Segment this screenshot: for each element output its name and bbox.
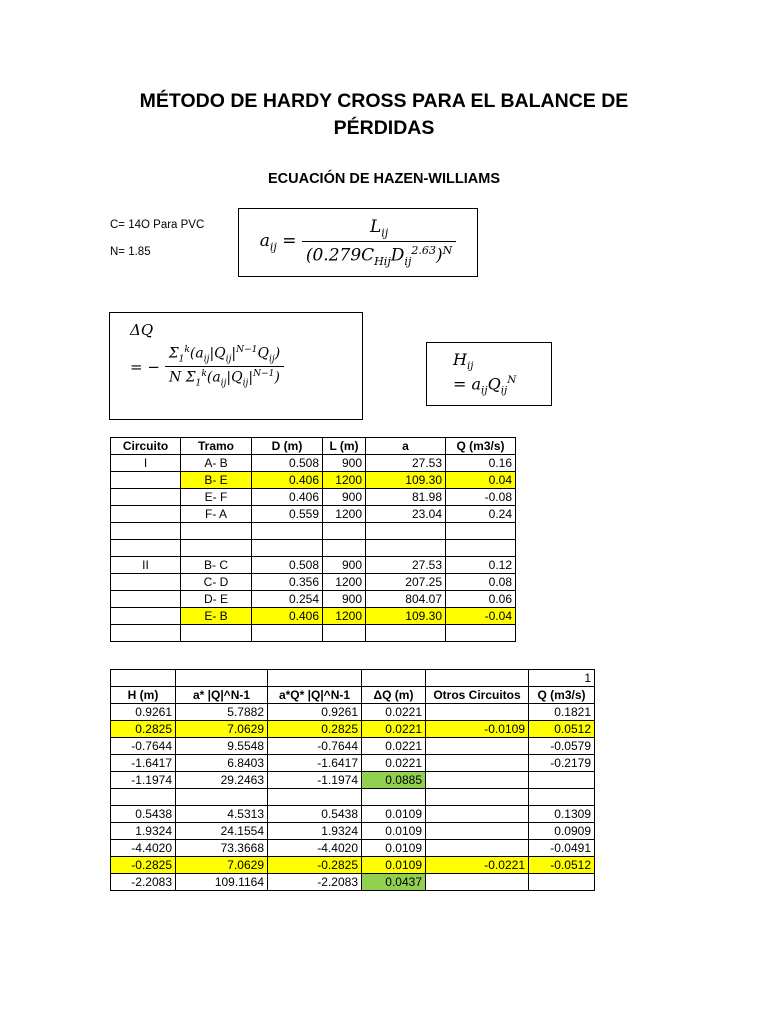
table-cell: -0.0512 [529,857,595,874]
table-cell [426,806,529,823]
table-cell [111,472,181,489]
table-row [111,625,516,642]
header-a-q-n1: a* |Q|^N-1 [176,687,268,704]
iteration-table [110,669,595,891]
table-cell: 0.24 [446,506,516,523]
table-cell: 6.8403 [176,755,268,772]
table-cell: -1.1974 [111,772,176,789]
table-row [111,755,595,772]
table-cell [181,625,252,642]
table-cell: 7.0629 [176,857,268,874]
table-row [111,789,595,806]
table-cell: -0.7644 [268,738,362,755]
table-cell: 0.1309 [529,806,595,823]
table-cell: I [111,455,181,472]
iteration-number: 1 [529,670,595,687]
table-row [111,574,516,591]
table-cell: 0.356 [252,574,323,591]
table-cell [426,874,529,891]
pipe-data-table [110,437,516,642]
table-cell: 900 [323,455,366,472]
table-cell [446,540,516,557]
table-cell: 1.9324 [268,823,362,840]
table-cell [111,625,181,642]
table-cell: -0.0221 [426,857,529,874]
table-row [111,721,595,738]
table-cell [426,755,529,772]
table-cell [366,540,446,557]
table-cell: -0.0109 [426,721,529,738]
param-c: C= 14O Para PVC [110,219,205,231]
table-cell: 0.406 [252,608,323,625]
table-cell: 23.04 [366,506,446,523]
page-title [0,88,768,142]
table-cell: 0.0437 [362,874,426,891]
table-cell [181,540,252,557]
table-cell: 900 [323,591,366,608]
table-cell [111,591,181,608]
table-cell [111,574,181,591]
table-cell: 1200 [323,574,366,591]
table-cell: 0.254 [252,591,323,608]
table-cell: 4.5313 [176,806,268,823]
table-cell: D- E [181,591,252,608]
table-row [111,772,595,789]
table-cell: 0.559 [252,506,323,523]
title-line-2: PÉRDIDAS [333,117,435,139]
table-cell: 1.9324 [111,823,176,840]
table-cell [111,506,181,523]
table-cell: 27.53 [366,455,446,472]
title-line-1: MÉTODO DE HARDY CROSS PARA EL BALANCE DE [139,90,629,112]
table-header-row [111,438,516,455]
table-cell: 0.0221 [362,755,426,772]
table-cell [111,523,181,540]
table-cell: -0.0491 [529,840,595,857]
table-cell: -4.4020 [111,840,176,857]
table-cell: 5.7882 [176,704,268,721]
table-cell: -0.7644 [111,738,176,755]
table-cell: 0.0109 [362,857,426,874]
table-row [111,472,516,489]
table-cell: 0.406 [252,489,323,506]
table-cell: 0.0512 [529,721,595,738]
table-cell [426,772,529,789]
param-n: N= 1.85 [110,246,151,258]
table-cell [426,704,529,721]
table-cell [366,625,446,642]
table-cell: 109.30 [366,608,446,625]
table-cell: -1.1974 [268,772,362,789]
table-cell: II [111,557,181,574]
formula-delta-q: ΔQ = − $\frac{\Sigma_1^k(a_{ij}|Q_{ij}|^{N-1}Q_{ij})}{N \Sigma_1^k(a_{ij}|Q_{ij}|^{N-1})}$ [109,312,363,420]
table-cell: 1200 [323,608,366,625]
table-cell: 0.2825 [111,721,176,738]
table-row [111,738,595,755]
table-row [111,523,516,540]
table-row [111,608,516,625]
table-cell: 0.406 [252,472,323,489]
table-cell [366,523,446,540]
table-cell: 804.07 [366,591,446,608]
table-row [111,591,516,608]
table-cell: 0.0109 [362,823,426,840]
table-cell: 109.30 [366,472,446,489]
header-delta-q: ΔQ (m) [362,687,426,704]
table-cell: 0.08 [446,574,516,591]
header-circuito: Circuito [111,438,181,455]
table-cell: 0.9261 [111,704,176,721]
table-cell: -0.2825 [111,857,176,874]
table-cell: -0.08 [446,489,516,506]
table-row [111,806,595,823]
table-cell: -2.2083 [111,874,176,891]
table-cell: 81.98 [366,489,446,506]
table-cell [529,772,595,789]
table-cell: A- B [181,455,252,472]
table-cell: 9.5548 [176,738,268,755]
header-diameter: D (m) [252,438,323,455]
table-cell [323,523,366,540]
header-a: a [366,438,446,455]
table-cell [362,789,426,806]
table-row [111,857,595,874]
table-cell: -0.2825 [268,857,362,874]
table-cell [111,540,181,557]
header-new-flow: Q (m3/s) [529,687,595,704]
table-cell: 0.06 [446,591,516,608]
header-length: L (m) [323,438,366,455]
table-cell: -1.6417 [268,755,362,772]
table-cell: 29.2463 [176,772,268,789]
table-cell: F- A [181,506,252,523]
table-cell: 900 [323,557,366,574]
table-cell [323,625,366,642]
table-row [111,823,595,840]
table-cell [252,523,323,540]
table-row [111,506,516,523]
table-cell: 73.3668 [176,840,268,857]
table-cell: -2.2083 [268,874,362,891]
table-cell [181,523,252,540]
table-cell [252,540,323,557]
table-row [111,540,516,557]
table-header-row [111,687,595,704]
table-cell [252,625,323,642]
table-cell: 0.2825 [268,721,362,738]
table-cell [446,625,516,642]
table-cell: 0.04 [446,472,516,489]
table-cell [323,540,366,557]
table-cell [426,738,529,755]
table-cell: C- D [181,574,252,591]
table-cell: 1200 [323,506,366,523]
table-row [111,704,595,721]
table-cell: 0.12 [446,557,516,574]
table-cell: 0.508 [252,455,323,472]
table-cell [529,789,595,806]
header-flow: Q (m3/s) [446,438,516,455]
table-cell: E- F [181,489,252,506]
table-row [111,840,595,857]
iteration-number-row [111,670,595,687]
table-cell: 900 [323,489,366,506]
table-cell [426,840,529,857]
table-cell: 0.5438 [268,806,362,823]
table-cell: 0.0885 [362,772,426,789]
table-cell: 1200 [323,472,366,489]
table-cell: 0.0909 [529,823,595,840]
table-cell: B- E [181,472,252,489]
table-cell: -1.6417 [111,755,176,772]
table-cell [426,789,529,806]
table-cell: 0.0221 [362,738,426,755]
table-cell: 27.53 [366,557,446,574]
table-cell: 0.508 [252,557,323,574]
table-row [111,489,516,506]
table-cell [268,789,362,806]
formula-aij: $a_{ij}$ = $\frac{L_{ij}}{(0.279C_{Hij}D_{ij}^{2.63})^N}$ [238,208,478,277]
table-cell: 24.1554 [176,823,268,840]
table-cell: -0.2179 [529,755,595,772]
table-cell: 7.0629 [176,721,268,738]
header-otros-circuitos: Otros Circuitos [426,687,529,704]
header-tramo: Tramo [181,438,252,455]
table-cell: 0.5438 [111,806,176,823]
table-cell [426,823,529,840]
table-cell: 0.16 [446,455,516,472]
table-cell: 0.0109 [362,840,426,857]
table-cell [111,789,176,806]
header-a-q-q-n1: a*Q* |Q|^N-1 [268,687,362,704]
table-cell: -0.04 [446,608,516,625]
formula-hij: $H_{ij}$ = $a_{ij}Q_{ij}^N$ [426,342,552,406]
table-cell: E- B [181,608,252,625]
table-cell: -0.0579 [529,738,595,755]
table-cell [529,874,595,891]
table-cell: -4.4020 [268,840,362,857]
table-cell: 0.1821 [529,704,595,721]
table-cell [176,789,268,806]
table-cell [111,489,181,506]
table-cell [111,608,181,625]
table-cell: 0.0109 [362,806,426,823]
subtitle: ECUACIÓN DE HAZEN-WILLIAMS [268,171,500,187]
table-cell: 109.1164 [176,874,268,891]
table-cell: 0.9261 [268,704,362,721]
table-row [111,455,516,472]
table-cell: B- C [181,557,252,574]
table-cell: 0.0221 [362,704,426,721]
table-row [111,557,516,574]
table-cell [446,523,516,540]
table-row [111,874,595,891]
header-head-loss: H (m) [111,687,176,704]
table-cell: 207.25 [366,574,446,591]
table-cell: 0.0221 [362,721,426,738]
